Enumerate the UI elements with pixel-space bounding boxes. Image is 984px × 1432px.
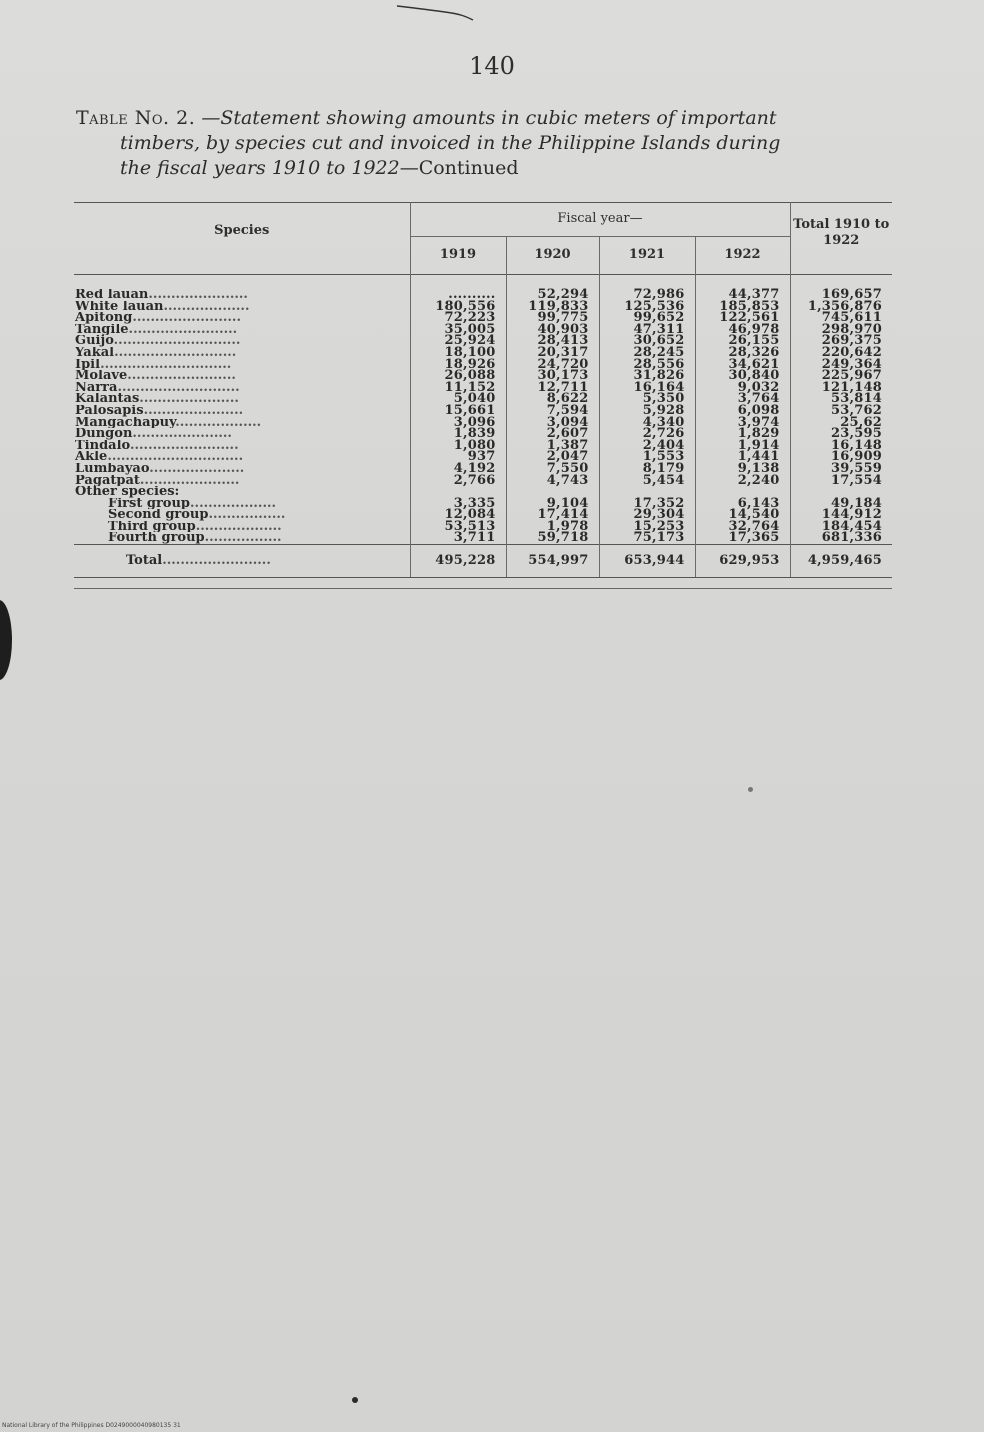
value-1921: 28,556	[599, 359, 695, 371]
leader-dots: ......................	[148, 289, 248, 301]
value-1921: 2,726	[599, 428, 695, 440]
value-total: 16,148	[790, 440, 892, 452]
scratch-mark	[395, 2, 475, 22]
total-1920: 554,997	[506, 545, 599, 578]
leader-dots: ...................	[163, 300, 250, 313]
leader-dots: ........................	[128, 323, 238, 336]
scan-credit: National Library of the Philippines D0249000040980135 31	[2, 1422, 181, 1429]
value-1921: 99,652	[599, 312, 695, 324]
value-1920: 2,047	[506, 451, 599, 463]
value-1922: 3,974	[695, 417, 790, 429]
value-1922: 46,978	[695, 324, 790, 336]
leader-dots: .....................	[149, 462, 245, 475]
species-name: Yakal	[75, 346, 115, 359]
value-1920: 4,743	[506, 475, 599, 487]
leader-dots: ............................	[113, 335, 241, 347]
species-name: Dungon	[75, 428, 133, 440]
value-1922: 26,155	[695, 335, 790, 347]
value-total: 144,912	[790, 509, 892, 521]
leader-dots: .................	[204, 532, 282, 545]
species-name: Palosapis	[75, 404, 144, 417]
value-1919: 26,088	[410, 370, 506, 382]
value-1919: 35,005	[410, 324, 506, 336]
table-row	[74, 532, 892, 544]
timber-table	[74, 202, 892, 578]
value-1919: 1,839	[410, 428, 506, 440]
leader-dots: ...................	[175, 416, 262, 429]
caption-continued: —Continued	[399, 157, 519, 179]
value-total: 220,642	[790, 347, 892, 359]
species-name: Guijo	[75, 335, 114, 347]
species-name: Lumbayao	[75, 462, 150, 475]
table-body	[74, 275, 892, 578]
value-1922: 6,143	[695, 498, 790, 510]
value-1922: 1,441	[695, 451, 790, 463]
value-1921: 28,245	[599, 347, 695, 359]
page-number: 140	[469, 52, 515, 80]
value-1920: 40,903	[506, 324, 599, 336]
value-total: 23,595	[790, 428, 892, 440]
value-1921: 8,179	[599, 463, 695, 475]
value-1919: 2,766	[410, 475, 506, 487]
value-1921: 4,340	[599, 417, 695, 429]
value-1920: 17,414	[506, 509, 599, 521]
value-1920: 7,594	[506, 405, 599, 417]
value-1921: 75,173	[599, 532, 695, 544]
timber-table-wrapper	[74, 202, 892, 589]
value-1920: 1,387	[506, 440, 599, 452]
value-1919: 3,711	[410, 532, 506, 544]
ink-blot	[0, 600, 12, 680]
value-total: 1,356,876	[790, 301, 892, 313]
group-name: Second group	[108, 509, 209, 521]
value-total: 225,967	[790, 370, 892, 382]
species-name: Narra	[75, 381, 118, 394]
value-1920: 52,294	[506, 289, 599, 301]
value-1920: 59,718	[506, 532, 599, 544]
value-1920: 3,094	[506, 417, 599, 429]
species-name: White lauan	[75, 300, 164, 313]
value-total: 53,814	[790, 393, 892, 405]
value-1922: 2,240	[695, 475, 790, 487]
value-total: 184,454	[790, 521, 892, 533]
value-1921: 125,536	[599, 301, 695, 313]
header-year-1921: 1921	[599, 237, 695, 275]
total-1919: 495,228	[410, 545, 506, 578]
group-name: Third group	[108, 520, 196, 533]
header-species: Species	[214, 223, 270, 238]
value-1921: 30,652	[599, 335, 695, 347]
leader-dots: ...................	[195, 520, 282, 533]
value-1921: 16,164	[599, 382, 695, 394]
group-name: First group	[108, 497, 191, 510]
value-1922: 185,853	[695, 301, 790, 313]
value-1920: 24,720	[506, 359, 599, 371]
value-1922: 32,764	[695, 521, 790, 533]
leader-dots: ........................	[162, 553, 271, 569]
value-1920: 7,550	[506, 463, 599, 475]
value-total: 745,611	[790, 312, 892, 324]
value-total: 269,375	[790, 335, 892, 347]
value-1921: 5,454	[599, 475, 695, 487]
value-total: 681,336	[790, 532, 892, 544]
leader-dots: ......................	[139, 393, 239, 405]
value-1922: 28,326	[695, 347, 790, 359]
value-total: 39,559	[790, 463, 892, 475]
value-1921: 72,986	[599, 289, 695, 301]
value-1919: 4,192	[410, 463, 506, 475]
value-1919: 11,152	[410, 382, 506, 394]
value-1920: 12,711	[506, 382, 599, 394]
total-all: 4,959,465	[790, 545, 892, 578]
leader-dots: ...................	[190, 497, 277, 510]
value-total: 49,184	[790, 498, 892, 510]
value-1921: 29,304	[599, 509, 695, 521]
value-1920: 20,317	[506, 347, 599, 359]
header-fiscal-year: Fiscal year—	[410, 203, 790, 237]
species-name: Mangachapuy	[75, 416, 176, 429]
value-1922: 14,540	[695, 509, 790, 521]
species-name: Red lauan	[75, 289, 149, 301]
ink-dot	[352, 1397, 358, 1403]
value-total: 249,364	[790, 359, 892, 371]
caption-line-3: the fiscal years 1910 to 1922	[120, 157, 400, 179]
value-1922: 6,098	[695, 405, 790, 417]
value-1920: 28,413	[506, 335, 599, 347]
species-name: Kalantas	[75, 393, 140, 405]
value-1919: 3,335	[410, 498, 506, 510]
value-1919: 937	[410, 451, 506, 463]
value-1921: 17,352	[599, 498, 695, 510]
value-1921: 5,350	[599, 393, 695, 405]
leader-dots: .................	[208, 509, 286, 521]
value-1921: 1,553	[599, 451, 695, 463]
value-total: 17,554	[790, 475, 892, 487]
value-total: 25,62	[790, 417, 892, 429]
value-1919: 25,924	[410, 335, 506, 347]
value-1920: 30,173	[506, 370, 599, 382]
value-1922: 17,365	[695, 532, 790, 544]
value-1919: 5,040	[410, 393, 506, 405]
header-year-1919: 1919	[410, 237, 506, 275]
total-1922: 629,953	[695, 545, 790, 578]
total-1921: 653,944	[599, 545, 695, 578]
value-1921: 15,253	[599, 521, 695, 533]
header-year-1922: 1922	[695, 237, 790, 275]
caption-line-1: —Statement showing amounts in cubic meters of important	[201, 107, 777, 129]
leader-dots: ......................	[139, 474, 240, 487]
value-total: 121,148	[790, 382, 892, 394]
value-1919: 18,926	[410, 359, 506, 371]
value-1919: 53,513	[410, 521, 506, 533]
value-1920: 1,978	[506, 521, 599, 533]
leader-dots: ..............................	[107, 451, 244, 463]
value-1921: 5,928	[599, 405, 695, 417]
value-1920: 2,607	[506, 428, 599, 440]
value-1919: 3,096	[410, 417, 506, 429]
value-1919: 12,084	[410, 509, 506, 521]
value-1922: 30,840	[695, 370, 790, 382]
leader-dots: ........................	[129, 439, 239, 452]
value-1921: 47,311	[599, 324, 695, 336]
total-row	[74, 545, 892, 578]
species-name: Apitong	[75, 312, 133, 324]
leader-dots: ......................	[143, 404, 244, 417]
total-label: Total	[126, 553, 163, 569]
table-caption	[76, 106, 896, 181]
value-total: 16,909	[790, 451, 892, 463]
value-1919: 1,080	[410, 440, 506, 452]
species-name: Ipil	[75, 358, 101, 371]
caption-line-2: timbers, by species cut and invoiced in the Philippine Islands during	[120, 132, 781, 154]
value-1919: 180,556	[410, 301, 506, 313]
value-1920: 99,775	[506, 312, 599, 324]
value-1921: 2,404	[599, 440, 695, 452]
value-1922: 9,032	[695, 382, 790, 394]
bottom-rule	[74, 578, 892, 589]
species-name: Tangile	[75, 323, 129, 336]
leader-dots: ........................	[127, 370, 236, 382]
leader-dots: ...........................	[114, 346, 237, 359]
value-1920: 8,622	[506, 393, 599, 405]
group-name: Fourth group	[108, 532, 205, 545]
value-1922: 1,914	[695, 440, 790, 452]
value-1922: 44,377	[695, 289, 790, 301]
value-1919: 15,661	[410, 405, 506, 417]
other-species-heading: Other species:	[75, 486, 180, 498]
value-1922: 3,764	[695, 393, 790, 405]
leader-dots: ........................	[132, 312, 241, 324]
species-name: Tindalo	[75, 439, 130, 452]
value-1919: 72,223	[410, 312, 506, 324]
value-total: 169,657	[790, 289, 892, 301]
value-total: 53,762	[790, 405, 892, 417]
species-name: Pagatpat	[75, 474, 140, 487]
leader-dots: ...........................	[117, 381, 240, 394]
value-1922: 9,138	[695, 463, 790, 475]
header-total: Total 1910 to 1922	[790, 203, 892, 275]
value-1919: 18,100	[410, 347, 506, 359]
leader-dots: ......................	[132, 428, 232, 440]
value-1921: 31,826	[599, 370, 695, 382]
species-name: Akle	[75, 451, 108, 463]
header-year-1920: 1920	[506, 237, 599, 275]
value-1922: 122,561	[695, 312, 790, 324]
species-name: Molave	[75, 370, 128, 382]
value-1922: 1,829	[695, 428, 790, 440]
ink-dot	[748, 787, 753, 792]
table-row	[74, 475, 892, 487]
caption-table-label: Table No. 2.	[76, 107, 196, 129]
value-1919: ..........	[410, 289, 506, 301]
value-1920: 9,104	[506, 498, 599, 510]
value-1920: 119,833	[506, 301, 599, 313]
leader-dots: .............................	[100, 358, 232, 371]
value-total: 298,970	[790, 324, 892, 336]
value-1922: 34,621	[695, 359, 790, 371]
